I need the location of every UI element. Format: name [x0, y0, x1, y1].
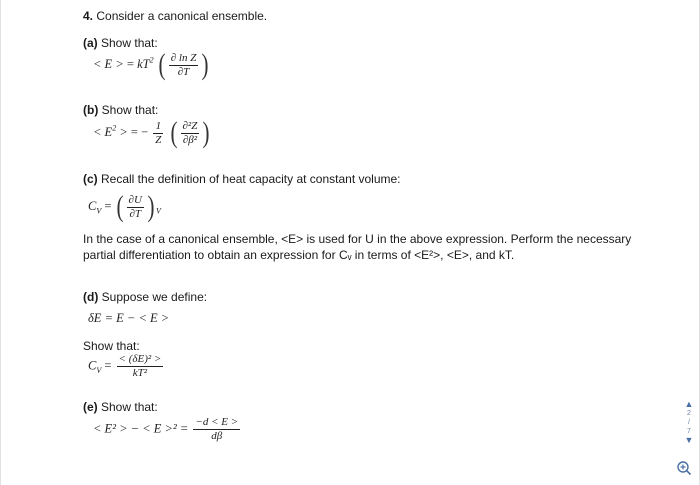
part-c-outer-sub: V: [155, 206, 161, 216]
part-c-equation: [88, 192, 161, 222]
part-c-den: ∂T: [129, 207, 142, 220]
part-e-num: −d < E >: [195, 416, 239, 428]
part-d-definition: δE = E − < E >: [88, 311, 170, 325]
part-d-fraction: [117, 353, 164, 380]
close-paren: ): [147, 190, 155, 223]
part-d-den: kT²: [132, 367, 148, 379]
part-b-label: (b) Show that:: [83, 103, 159, 117]
part-c-lhs-sub: V: [96, 206, 102, 216]
close-paren: ): [202, 116, 210, 149]
part-e-label: (e) Show that:: [83, 400, 158, 414]
part-c-eq: =: [104, 198, 112, 213]
page-separator: /: [688, 419, 690, 426]
part-d-num: < (δE)² >: [118, 353, 162, 365]
part-a-num: ∂ ln Z: [170, 51, 197, 64]
part-b-eq: = −: [130, 124, 149, 139]
part-a-lhs: < E >: [93, 56, 124, 71]
part-a-equation: < E > = $kT^2$ ( $\frac{\text{∂ ln Z}}{\partial T}$ ): [93, 48, 209, 81]
part-e-fraction: [193, 416, 240, 443]
part-d-label: (d) Suppose we define:: [83, 290, 208, 304]
part-b-lhs: < E: [93, 124, 113, 139]
page-down-arrow-icon[interactable]: ▼: [684, 435, 694, 445]
page-current: 2: [687, 410, 691, 417]
part-b-num: ∂²Z: [182, 119, 198, 132]
part-a-label: (a) Show that:: [83, 36, 158, 50]
part-b-den: ∂β²: [182, 133, 198, 146]
part-d-show-label: Show that:: [83, 339, 140, 353]
part-c-lhs: C: [88, 198, 97, 213]
part-d-equation: [88, 353, 165, 380]
part-e-lhs: < E² > − < E >² =: [93, 421, 189, 436]
open-paren: (: [116, 190, 124, 223]
open-paren: (: [158, 48, 166, 81]
part-c-num: ∂U: [128, 193, 142, 206]
page-up-arrow-icon[interactable]: ▲: [684, 399, 694, 409]
close-paren: ): [201, 48, 209, 81]
page-total: 7: [687, 428, 691, 435]
part-d-eq: =: [104, 358, 112, 373]
part-e-equation: [93, 416, 242, 443]
part-c-label: (c) Recall the definition of heat capacity at constant volume:: [83, 172, 401, 186]
part-b-equation: < $E^2$ > = − $\frac{1}{Z}$ ( $\frac{\text{∂²Z}}{\text{∂β²}}$ ): [93, 116, 210, 149]
open-paren: (: [170, 116, 177, 149]
part-d-lhs: C: [88, 358, 97, 373]
part-a-eq: =: [126, 56, 134, 71]
part-b-fraction: [181, 120, 200, 147]
page-navigator: [683, 400, 695, 445]
part-d-lhs-sub: V: [96, 365, 102, 375]
part-c-fraction: [127, 194, 144, 221]
part-b-prefactor-num: 1: [153, 120, 163, 134]
page-left-edge: [0, 0, 1, 485]
part-a-fraction: [169, 52, 199, 79]
part-a-factor: kT: [137, 56, 150, 71]
part-b-prefactor: [153, 120, 163, 147]
part-b-prefactor-den: Z: [155, 133, 162, 146]
part-e-den: dβ: [211, 430, 223, 442]
problem-title: 4. Consider a canonical ensemble.: [83, 9, 268, 23]
part-b-lhs-end: >: [116, 124, 128, 139]
part-a-den: ∂T: [177, 65, 190, 78]
part-c-paragraph: In the case of a canonical ensemble, <E> is used for U in the above expression. Perform the necessary partial differentiation to obtain an expression for Cᵥ in terms of <E²>, <E>, and kT.: [83, 232, 632, 262]
zoom-in-icon[interactable]: [676, 460, 692, 476]
